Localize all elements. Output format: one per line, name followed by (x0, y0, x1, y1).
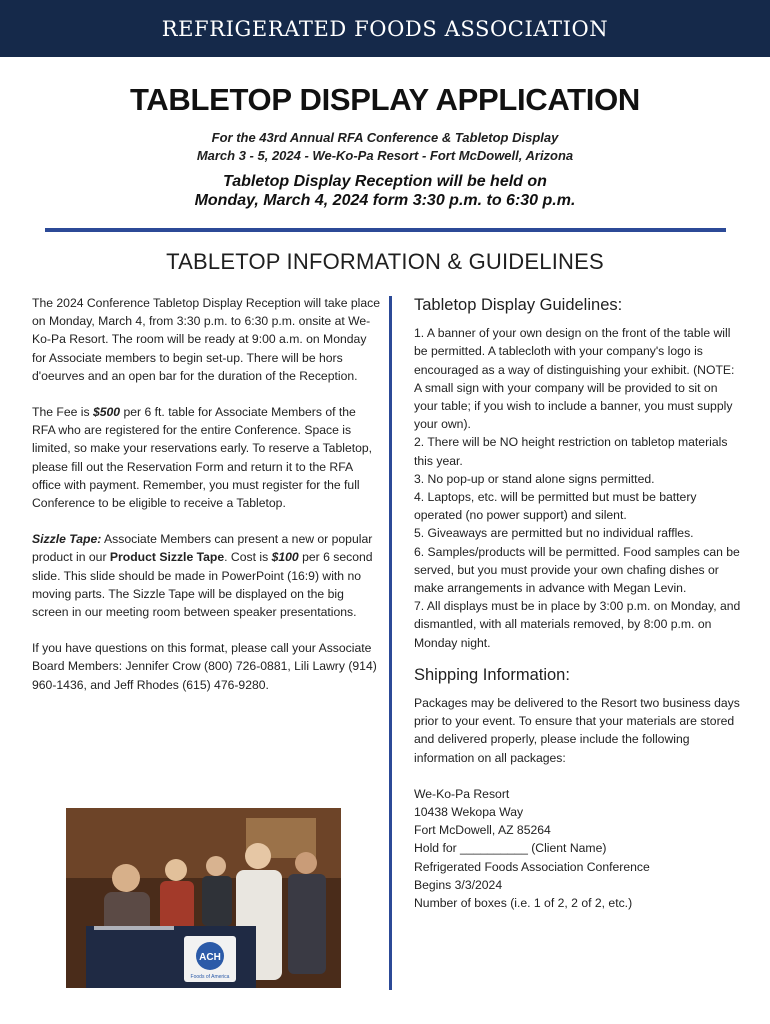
right-column (414, 296, 744, 912)
fee-paragraph: The Fee is $500 per 6 ft. table for Associate Members of the RFA who are registered for the entire Conference. Space is limited, so make your reservations early. To reserve a Tabletop, please fill out the Reservation Form and return it to the RFA office with payment. Remember, you must register for the full Conference to be eligible to receive a Tabletop. (32, 405, 373, 511)
vertical-divider (389, 296, 392, 990)
subtitle-dates-location: March 3 - 5, 2024 - We-Ko-Pa Resort - Fort McDowell, Arizona (196, 148, 574, 163)
organization-name: REFRIGERATED FOODS ASSOCIATION (161, 16, 609, 41)
address-line: Fort McDowell, AZ 85264 (414, 823, 551, 838)
subtitle-conference: For the 43rd Annual RFA Conference & Tabletop Display (211, 130, 559, 145)
sizzle-product: Product Sizzle Tape (109, 550, 225, 565)
shipping-heading: Shipping Information: (414, 665, 570, 684)
address-line: We-Ko-Pa Resort (414, 786, 510, 801)
guideline-item: 1. A banner of your own design on the front of the table will be permitted. A tablecloth with your company's logo is encouraged as a way of distinguishing your exhibit. (NOTE: A small sign with your company will be provided to sit on your table; if you wish to include a banner, you must supply your own). (414, 326, 735, 432)
guideline-item: 6. Samples/products will be permitted. Food samples can be served, but you must provide your own chafing dishes or make arrangements in advance with Megan Levin. (414, 544, 740, 596)
horizontal-divider (45, 228, 726, 232)
guidelines-heading: Tabletop Display Guidelines: (414, 296, 623, 314)
guideline-item: 7. All displays must be in place by 3:00 p.m. on Monday, and dismantled, with all materials removed, by 8:00 p.m. on Monday night. (414, 599, 741, 650)
address-line: Number of boxes (i.e. 1 of 2, 2 of 2, etc.) (414, 896, 633, 911)
questions-paragraph: If you have questions on this format, please call your Associate Board Members: Jennifer Crow (800) 726-0881, Lili Lawry (914) 960-1436, and Jeff Rhodes (615) 476-9280. (32, 641, 377, 692)
sizzle-label: Sizzle Tape: (32, 532, 102, 547)
banner-logo-text: ACH (199, 952, 221, 963)
address-line: Hold for __________ (Client Name) (414, 841, 607, 856)
sizzle-amount: $100 (271, 550, 299, 565)
guideline-item: 5. Giveaways are permitted but no individual raffles. (414, 526, 694, 541)
header-bar (0, 0, 770, 57)
page-title: TABLETOP DISPLAY APPLICATION (129, 82, 641, 117)
reception-paragraph: The 2024 Conference Tabletop Display Reception will take place on Monday, March 4, from 3:30 p.m. to 6:30 p.m. onsite at We-Ko-Pa Resort. The room will be ready at 9:00 a.m. on Monday for Associate members to begin set-up. There will be hors d'oeurves and an open bar for the duration of the Reception. (32, 296, 381, 383)
address-line: Begins 3/3/2024 (414, 877, 503, 892)
left-column (32, 294, 382, 712)
section-title: TABLETOP INFORMATION & GUIDELINES (166, 249, 604, 274)
event-photo (66, 808, 341, 988)
address-line: 10438 Wekopa Way (414, 805, 524, 820)
fee-amount: $500 (92, 405, 121, 420)
guideline-item: 4. Laptops, etc. will be permitted but must be battery operated (no power support) and silent. (414, 490, 697, 523)
reception-line-2: Monday, March 4, 2024 form 3:30 p.m. to 6:30 p.m. (194, 192, 576, 209)
reception-line-1: Tabletop Display Reception will be held on (223, 173, 547, 190)
guideline-item: 3. No pop-up or stand alone signs permitted. (414, 471, 655, 486)
guideline-item: 2. There will be NO height restriction on tabletop materials this year. (414, 435, 728, 468)
shipping-text: Packages may be delivered to the Resort two business days prior to your event. To ensure that your materials are stored and delivered properly, please include the following information on all packages: (414, 696, 740, 765)
banner-caption: Foods of America (190, 974, 230, 980)
sizzle-paragraph: Sizzle Tape: Associate Members can present a new or popular product in our Product Sizzle Tape. Cost is $100 per 6 second slide. This slide should be made in PowerPoint (16:9) with no moving parts. The Sizzle Tape will be displayed on the big screen in our meeting room between speaker presentations. (32, 532, 373, 620)
address-line: Refrigerated Foods Association Conference (414, 859, 650, 874)
